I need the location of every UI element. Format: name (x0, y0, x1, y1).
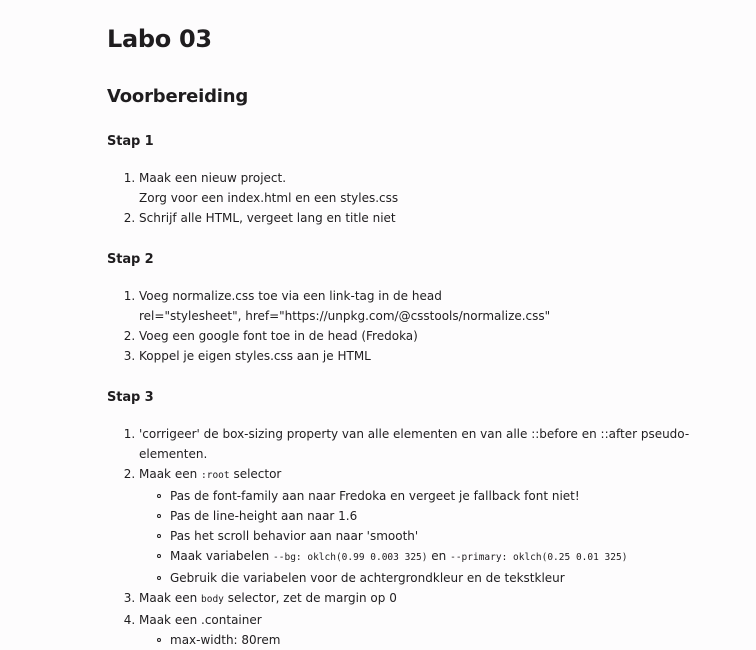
inline-code: body (201, 594, 224, 605)
list-item (139, 464, 747, 588)
list-item-text: selector, zet de margin op 0 (223, 591, 397, 605)
list-item-line: Maak een nieuw project. (139, 171, 287, 185)
list-item-text: selector (229, 467, 282, 481)
page-title: Labo 03 (107, 25, 212, 53)
list-item: 3. Koppel je eigen styles.css aan je HTML (139, 346, 747, 366)
root-sublist (139, 486, 747, 588)
list-item: 2. Schrijf alle HTML, vergeet lang en title niet (139, 208, 747, 228)
stap3-list (107, 424, 747, 650)
sublist-item: Pas de line-height aan naar 1.6 (170, 506, 747, 526)
list-item-text: Maak variabelen (170, 549, 274, 563)
sublist-item: Pas de font-family aan naar Fredoka en vergeet je fallback font niet! (170, 486, 747, 506)
sublist-item (170, 546, 747, 568)
list-item: 1. 'corrigeer' de box-sizing property van alle elementen en van alle ::before en ::after pseudo-elementen. (139, 424, 747, 464)
sublist-item: Gebruik die variabelen voor de achtergrondkleur en de tekstkleur (170, 568, 747, 588)
list-item-text: Maak een (139, 591, 202, 605)
sublist-item: max-width: 80rem (170, 630, 747, 650)
section-heading: Voorbereiding (107, 86, 249, 107)
list-item (139, 286, 747, 326)
list-item (139, 588, 747, 610)
sublist-item: Pas het scroll behavior aan naar 'smooth' (170, 526, 747, 546)
list-item-text: en (427, 549, 451, 563)
container-sublist (139, 630, 747, 650)
list-item-text: Maak een (139, 467, 202, 481)
list-item-text: Maak een .container (139, 613, 262, 627)
list-item-line: Voeg normalize.css toe via een link-tag in de head (139, 289, 442, 303)
list-item (139, 610, 747, 650)
stap2-heading: Stap 2 (107, 252, 154, 267)
list-item (139, 168, 747, 208)
inline-code: --bg: oklch(0.99 0.003 325) (273, 552, 428, 563)
stap1-heading: Stap 1 (107, 134, 154, 149)
list-item-line: rel="stylesheet", href="https://unpkg.com/@csstools/normalize.css" (139, 309, 551, 323)
list-item-line: Zorg voor een index.html en een styles.css (139, 191, 399, 205)
inline-code: --primary: oklch(0.25 0.01 325) (450, 552, 628, 563)
inline-code: :root (201, 470, 230, 481)
stap2-list (107, 286, 747, 366)
stap1-list (107, 168, 747, 228)
stap3-heading: Stap 3 (107, 390, 154, 405)
list-item: 2. Voeg een google font toe in de head (Fredoka) (139, 326, 747, 346)
